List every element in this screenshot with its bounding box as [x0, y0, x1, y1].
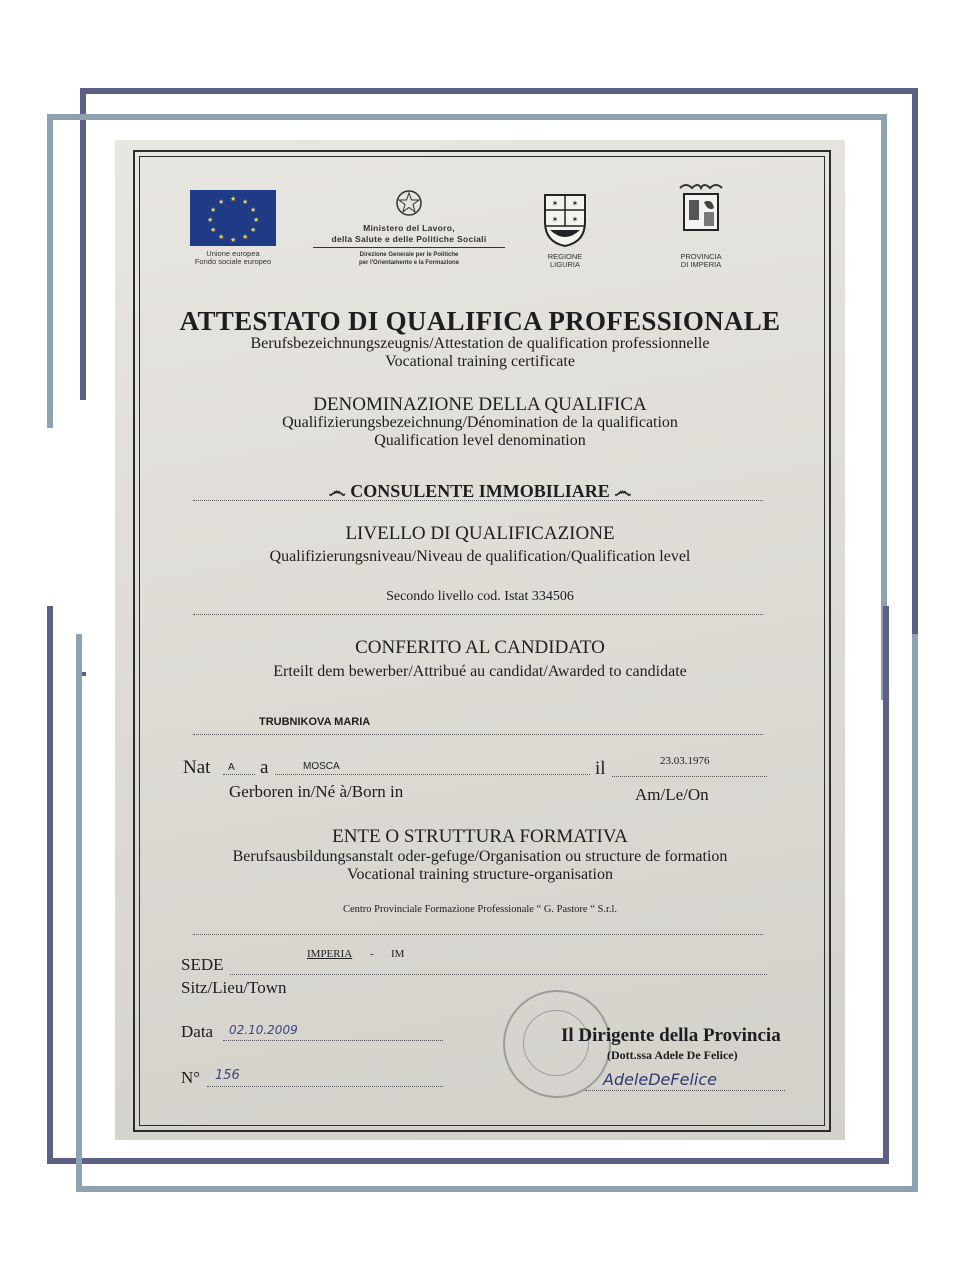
a-label: a — [260, 757, 269, 778]
svg-text:✶: ✶ — [551, 199, 559, 208]
eu-logo — [183, 190, 283, 266]
imperia-crest-icon — [674, 182, 728, 248]
ministry-name-line1: Ministero del Lavoro, — [363, 223, 455, 233]
il-label: il — [595, 758, 606, 779]
ministry-name-line2: della Salute e delle Politiche Sociali — [313, 234, 505, 248]
ornament-right: ෴ — [614, 481, 632, 501]
ornament-left: ෴ — [328, 481, 346, 501]
seat-line — [230, 974, 767, 975]
qualification-name-line — [193, 500, 763, 501]
level-value: Secondo livello cod. Istat 334506 — [386, 589, 574, 604]
issue-date: 02.10.2009 — [229, 1023, 298, 1037]
denomination-translation-en: Qualification level denomination — [374, 432, 586, 449]
institution-heading: ENTE O STRUTTURA FORMATIVA — [332, 826, 628, 847]
province-imperia-logo — [668, 182, 734, 269]
birth-date-line — [612, 776, 767, 777]
svg-text:✶: ✶ — [551, 215, 559, 224]
certificate-title: ATTESTATO DI QUALIFICA PROFESSIONALE — [179, 306, 781, 336]
eu-caption: Unione europea — [206, 249, 260, 258]
level-translation: Qualifizierungsniveau/Niveau de qualification/Qualification level — [269, 548, 691, 565]
nat-label: Nat — [183, 757, 211, 778]
institution-name: Centro Provinciale Formazione Professionale “ G. Pastore “ S.r.l. — [342, 904, 618, 915]
level-line — [193, 614, 763, 615]
ministry-logo — [313, 188, 505, 267]
candidate-translation: Erteilt dem bewerber/Attribué au candidat/Awarded to candidate — [273, 663, 687, 680]
eu-caption-fund: Fondo sociale europeo — [194, 257, 272, 266]
nat-value: A — [228, 762, 235, 773]
candidate-name: TRUBNIKOVA MARIA — [259, 716, 371, 728]
certificate-number: 156 — [215, 1068, 240, 1083]
date-label: Data — [181, 1022, 214, 1041]
svg-text:✶: ✶ — [571, 199, 579, 208]
ministry-sub-line1: Direzione Generale per le Politiche — [359, 252, 459, 258]
svg-text:✶: ✶ — [571, 215, 579, 224]
region-caption-name: LIGURIA — [549, 260, 580, 269]
candidate-heading: CONFERITO AL CANDIDATO — [355, 637, 605, 658]
signatory-name: (Dott.ssa Adele De Felice) — [607, 1048, 738, 1062]
born-on-label: Am/Le/On — [635, 785, 709, 804]
birth-place-line — [275, 774, 590, 775]
handwritten-signature: AdeleDeFelice — [603, 1070, 717, 1089]
institution-translation-en: Vocational training structure-organisation — [346, 866, 613, 883]
qualification-name — [115, 480, 845, 502]
born-in-label: Gerboren in/Né à/Born in — [229, 782, 404, 801]
region-caption: REGIONE — [547, 252, 583, 261]
denomination-heading: DENOMINAZIONE DELLA QUALIFICA — [313, 394, 647, 415]
seat-city: IMPERIA — [307, 948, 353, 960]
eu-flag-icon: ★ ★ ★ ★ ★ ★ ★ ★ ★ ★ ★ ★ — [190, 190, 276, 246]
province-caption-name: DI IMPERIA — [680, 260, 722, 269]
candidate-name-line — [193, 734, 763, 735]
certificate-number-line — [207, 1086, 443, 1087]
nat-value-line — [223, 774, 255, 775]
institution-line — [193, 934, 763, 935]
qualification-name-value: CONSULENTE IMMOBILIARE — [350, 481, 610, 501]
issue-date-line — [223, 1040, 443, 1041]
denomination-translation-de-fr: Qualifizierungsbezeichnung/Dénomination de la qualification — [282, 414, 678, 431]
ministry-sub-line2: per l'Orientamento e la Formazione — [358, 260, 460, 266]
number-label: N° — [181, 1068, 201, 1087]
seat-label: SEDE — [181, 955, 224, 974]
liguria-shield-icon — [542, 192, 588, 248]
title-translation-en: Vocational training certificate — [385, 353, 575, 370]
title-translation-de-fr: Berufsbezeichnungszeugnis/Attestation de qualification professionnelle — [250, 335, 710, 352]
institution-translation-de-fr: Berufsausbildungsanstalt oder-gefuge/Organisation ou structure de formation — [232, 848, 728, 865]
certificate-photo — [115, 140, 845, 1140]
signatory-title: Il Dirigente della Provincia — [561, 1025, 781, 1046]
region-liguria-logo — [533, 192, 597, 269]
level-heading: LIVELLO DI QUALIFICAZIONE — [345, 523, 615, 544]
birth-date: 23.03.1976 — [660, 755, 710, 767]
seat-separator: - — [370, 948, 374, 960]
seat-translation: Sitz/Lieu/Town — [181, 978, 287, 997]
seat-province: IM — [391, 948, 405, 960]
signature-line — [585, 1090, 785, 1091]
italian-emblem-icon — [394, 188, 424, 218]
birth-place: MOSCA — [303, 761, 340, 772]
province-caption: PROVINCIA — [680, 252, 722, 261]
